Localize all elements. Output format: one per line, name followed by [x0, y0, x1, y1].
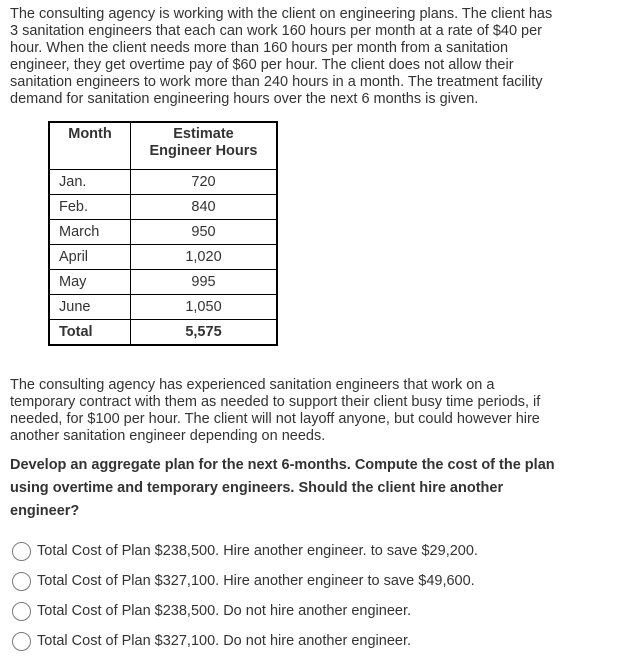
header-engineer-hours — [131, 122, 278, 170]
question-line: engineer? — [10, 503, 80, 519]
table-total-row — [49, 320, 277, 346]
intro-line: The consulting agency is working with the client on engineering plans. The client has — [10, 6, 553, 22]
hours-cell: 840 — [131, 195, 278, 220]
radio-button[interactable] — [12, 632, 31, 651]
demand-table — [48, 121, 278, 346]
intro-line: hour. When the client needs more than 160 hours per month from a sanitation — [10, 40, 509, 56]
temporary-line: The consulting agency has experienced sanitation engineers that work on a — [10, 377, 495, 393]
answer-option-label[interactable]: Total Cost of Plan $327,100. Hire another engineer to save $49,600. — [37, 573, 475, 589]
temporary-line: another sanitation engineer depending on needs. — [10, 428, 326, 444]
table-row — [49, 220, 277, 245]
answer-option-label[interactable]: Total Cost of Plan $238,500. Do not hire another engineer. — [37, 603, 412, 619]
header-hours-line1: Estimate — [173, 126, 234, 142]
problem-intro — [10, 6, 610, 108]
intro-line: sanitation engineers to work more than 240 hours in a month. The treatment facility — [10, 74, 543, 90]
radio-button[interactable] — [12, 602, 31, 621]
month-cell: March — [49, 220, 131, 245]
hours-cell: 1,020 — [131, 245, 278, 270]
question-line: Develop an aggregate plan for the next 6-months. Compute the cost of the plan — [10, 457, 555, 473]
answer-option-3[interactable] — [12, 601, 411, 621]
hours-cell: 1,050 — [131, 295, 278, 320]
table-row — [49, 195, 277, 220]
table-row — [49, 270, 277, 295]
temporary-line: needed, for $100 per hour. The client will not layoff anyone, but could however hire — [10, 411, 540, 427]
radio-button[interactable] — [12, 542, 31, 561]
answer-option-1[interactable] — [12, 541, 478, 561]
table-row — [49, 295, 277, 320]
month-cell: June — [49, 295, 131, 320]
hours-cell: 950 — [131, 220, 278, 245]
header-month: Month — [49, 122, 131, 170]
intro-line: 3 sanitation engineers that each can work 160 hours per month at a rate of $40 per — [10, 23, 543, 39]
table-row — [49, 245, 277, 270]
hours-cell: 720 — [131, 170, 278, 195]
hours-cell: 995 — [131, 270, 278, 295]
question-line: using overtime and temporary engineers. Should the client hire another — [10, 480, 504, 496]
radio-button[interactable] — [12, 572, 31, 591]
month-cell: Feb. — [49, 195, 131, 220]
intro-line: demand for sanitation engineering hours over the next 6 months is given. — [10, 91, 479, 107]
intro-line: engineer, they get overtime pay of $60 per hour. The client does not allow their — [10, 57, 514, 73]
total-label: Total — [49, 320, 131, 346]
answer-option-label[interactable]: Total Cost of Plan $327,100. Do not hire another engineer. — [37, 633, 412, 649]
question-prompt — [10, 454, 610, 523]
answer-option-label[interactable]: Total Cost of Plan $238,500. Hire another engineer. to save $29,200. — [37, 543, 478, 559]
total-value: 5,575 — [131, 320, 278, 346]
header-hours-line2: Engineer Hours — [149, 143, 258, 159]
temporary-engineers-text — [10, 377, 610, 445]
temporary-line: temporary contract with them as needed to support their client busy time periods, if — [10, 394, 541, 410]
month-cell: April — [49, 245, 131, 270]
answer-option-4[interactable] — [12, 631, 411, 651]
table-row — [49, 170, 277, 195]
month-cell: May — [49, 270, 131, 295]
month-cell: Jan. — [49, 170, 131, 195]
table-header-row — [49, 122, 277, 170]
answer-option-2[interactable] — [12, 571, 475, 591]
